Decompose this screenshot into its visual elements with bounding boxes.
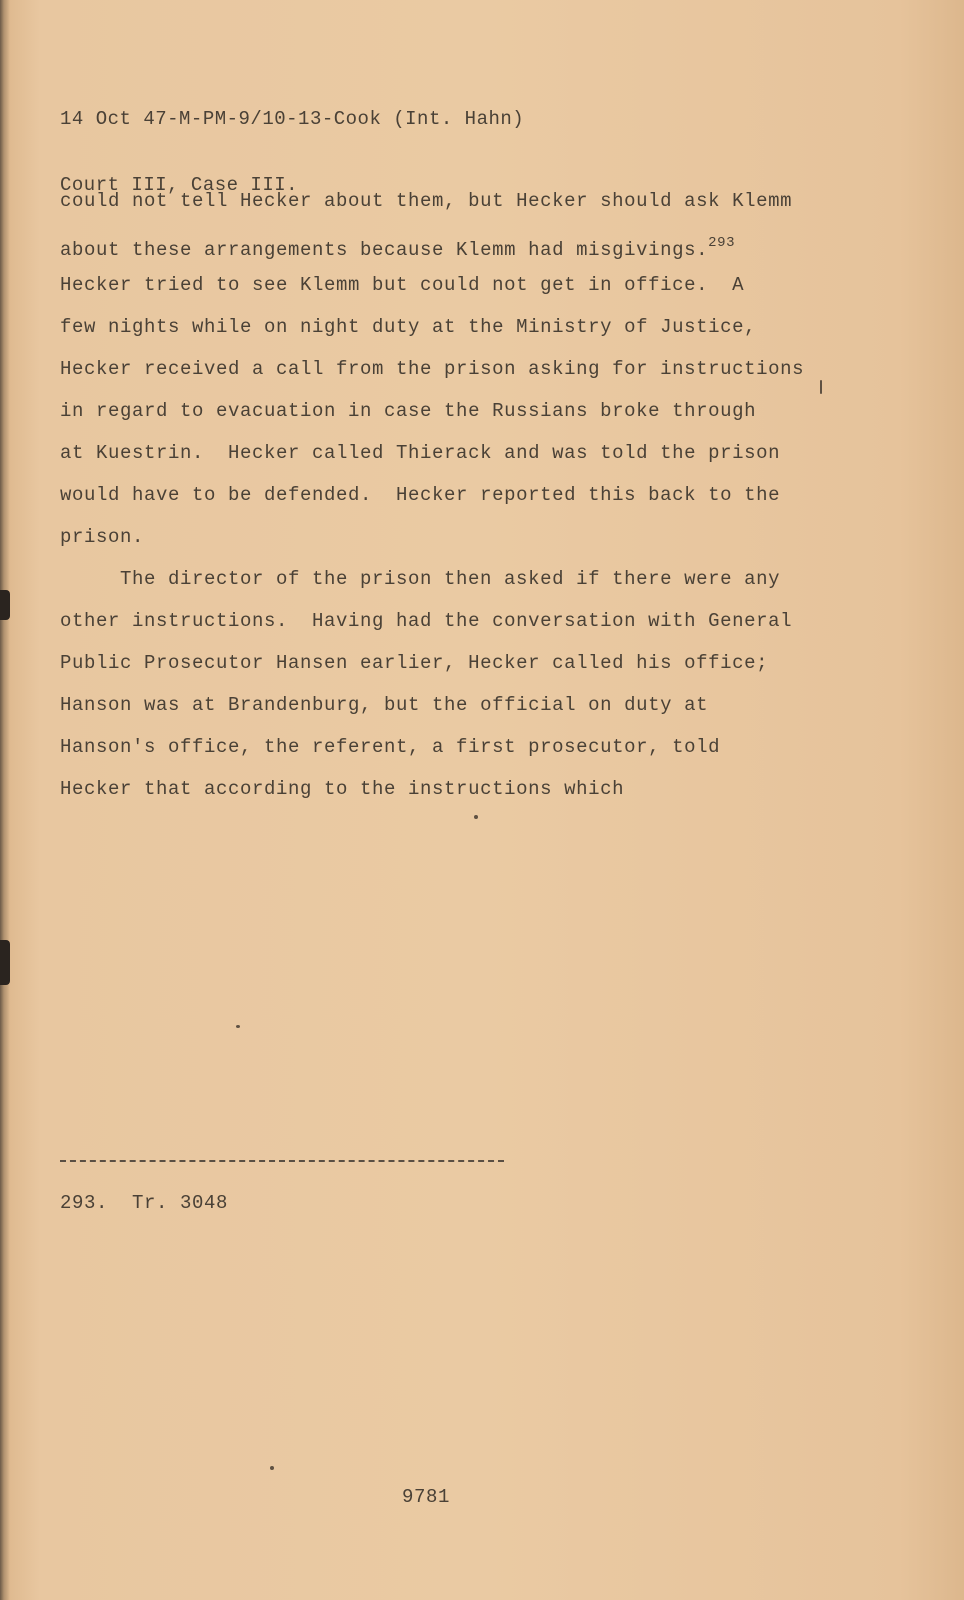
body-line: Hecker that according to the instructions which bbox=[60, 778, 625, 800]
page-edge-damage bbox=[0, 590, 10, 620]
page-left-edge bbox=[0, 0, 10, 1600]
body-line: other instructions. Having had the conversation with General bbox=[60, 610, 793, 632]
body-line: Hecker received a call from the prison asking for instructions bbox=[60, 358, 805, 380]
paper-speck bbox=[270, 1466, 274, 1470]
paper-speck bbox=[236, 1025, 240, 1028]
body-line: Hecker tried to see Klemm but could not get in office. A bbox=[60, 274, 745, 296]
page-edge-damage bbox=[0, 940, 10, 985]
footnote: 293. Tr. 3048 bbox=[60, 1192, 229, 1214]
footnote-reference: 293 bbox=[708, 235, 736, 251]
paper-speck bbox=[474, 815, 478, 819]
body-line: at Kuestrin. Hecker called Thierack and was told the prison bbox=[60, 442, 781, 464]
footnote-divider bbox=[60, 1160, 504, 1162]
paragraph-start-line: The director of the prison then asked if there were any bbox=[120, 568, 781, 590]
body-line: could not tell Hecker about them, but Hecker should ask Klemm bbox=[60, 190, 793, 212]
header-line-1: 14 Oct 47-M-PM-9/10-13-Cook (Int. Hahn) bbox=[60, 108, 525, 130]
body-text bbox=[60, 186, 860, 816]
body-line: would have to be defended. Hecker reported this back to the bbox=[60, 484, 781, 506]
body-line: prison. bbox=[60, 526, 145, 548]
body-line bbox=[60, 228, 860, 270]
body-line: in regard to evacuation in case the Russians broke through bbox=[60, 400, 757, 422]
body-line: Hanson was at Brandenburg, but the official on duty at bbox=[60, 694, 709, 716]
body-line: few nights while on night duty at the Ministry of Justice, bbox=[60, 316, 757, 338]
paper-speck bbox=[820, 380, 822, 394]
body-line: Hanson's office, the referent, a first prosecutor, told bbox=[60, 736, 721, 758]
body-line-text: about these arrangements because Klemm had misgivings. bbox=[60, 239, 709, 261]
header-line-2: Court III, Case III. bbox=[60, 174, 299, 196]
page-number: 9781 bbox=[402, 1486, 451, 1508]
body-line: Public Prosecutor Hansen earlier, Hecker called his office; bbox=[60, 652, 769, 674]
